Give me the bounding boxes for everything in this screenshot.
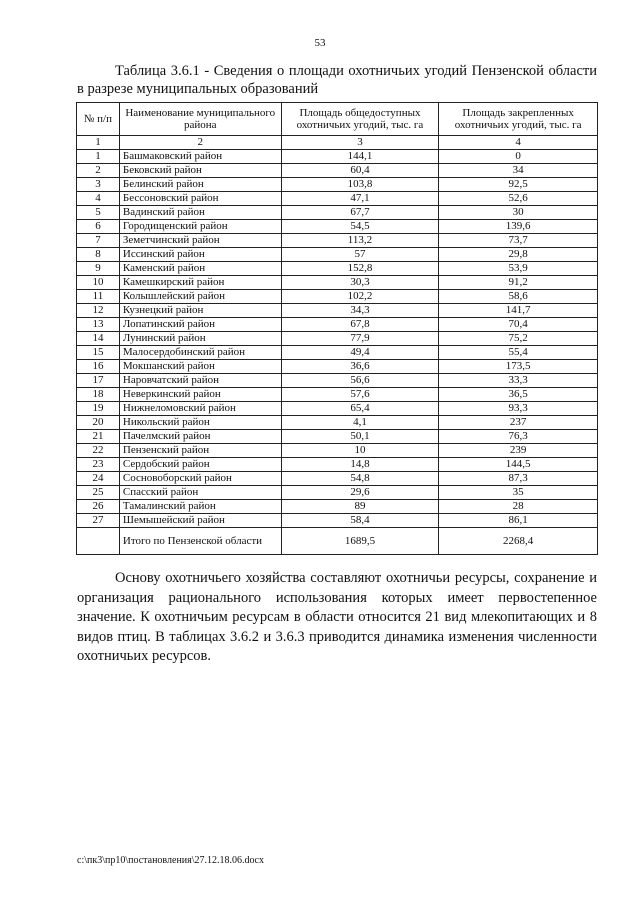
table-cell: Спасский район — [119, 486, 281, 500]
table-cell: Иссинский район — [119, 248, 281, 262]
table-cell: Наровчатский район — [119, 374, 281, 388]
table-cell: Камешкирский район — [119, 276, 281, 290]
table-cell: Сосновоборский район — [119, 472, 281, 486]
table-cell: 77,9 — [281, 332, 439, 346]
table-row — [77, 150, 598, 164]
table-cell: Бековский район — [119, 164, 281, 178]
table-cell: 7 — [77, 234, 120, 248]
table-cell — [77, 528, 120, 555]
table-cell: Шемышейский район — [119, 514, 281, 528]
paragraph-text: Основу охотничьего хозяйства составляют охотничьи ресурсы, сохранение и организация рационального использования которых имеет первостепенное значение. К охотничьим ресурсам в области относится 21 вид млекопитающих и 8 видов птиц. В таблицах 3.6.2 и 3.6.3 приводится динамика изменения численности охотничьих ресурсов. — [77, 570, 597, 664]
table-cell: 53,9 — [439, 262, 598, 276]
table-cell: 67,7 — [281, 206, 439, 220]
table-cell: 2 — [77, 164, 120, 178]
table-row — [77, 192, 598, 206]
table-cell: 58,4 — [281, 514, 439, 528]
table-cell: 239 — [439, 444, 598, 458]
table-row — [77, 472, 598, 486]
table-cell: 57,6 — [281, 388, 439, 402]
table-cell: Вадинский район — [119, 206, 281, 220]
table-cell: Нижнеломовский район — [119, 402, 281, 416]
table-row — [77, 178, 598, 192]
table-cell: 3 — [77, 178, 120, 192]
column-index-row — [77, 136, 598, 150]
table-cell: 36,5 — [439, 388, 598, 402]
table-cell: Башмаковский район — [119, 150, 281, 164]
table-row — [77, 234, 598, 248]
table-cell: Сердобский район — [119, 458, 281, 472]
table-cell: 76,3 — [439, 430, 598, 444]
table-row — [77, 332, 598, 346]
table-row — [77, 304, 598, 318]
table-cell: 152,8 — [281, 262, 439, 276]
table-cell: 58,6 — [439, 290, 598, 304]
table-cell: Никольский район — [119, 416, 281, 430]
table-cell: Бессоновский район — [119, 192, 281, 206]
table-row — [77, 444, 598, 458]
table-cell: 35 — [439, 486, 598, 500]
table-cell: 8 — [77, 248, 120, 262]
table-cell: 87,3 — [439, 472, 598, 486]
table-cell: 33,3 — [439, 374, 598, 388]
table-row — [77, 276, 598, 290]
table-cell: Неверкинский район — [119, 388, 281, 402]
table-cell: 11 — [77, 290, 120, 304]
table-cell: Лунинский район — [119, 332, 281, 346]
table-cell: 86,1 — [439, 514, 598, 528]
caption-text: Таблица 3.6.1 - Сведения о площади охотничьих угодий Пензенской области в разрезе муниципальных образований — [77, 63, 597, 97]
table-row — [77, 374, 598, 388]
table-cell: 73,7 — [439, 234, 598, 248]
table-cell: 15 — [77, 346, 120, 360]
table-cell: 1689,5 — [281, 528, 439, 555]
body-paragraph — [77, 569, 597, 667]
header-assigned-area: Площадь закрепленных охотничьих угодий, тыс. га — [439, 103, 598, 136]
table-row — [77, 318, 598, 332]
table-cell: 139,6 — [439, 220, 598, 234]
table-cell: 23 — [77, 458, 120, 472]
table-cell: 34,3 — [281, 304, 439, 318]
table-cell: Пензенский район — [119, 444, 281, 458]
hunting-grounds-table — [76, 102, 598, 555]
table-cell: 22 — [77, 444, 120, 458]
table-row — [77, 248, 598, 262]
table-cell: 34 — [439, 164, 598, 178]
table-cell: 13 — [77, 318, 120, 332]
table-cell: Белинский район — [119, 178, 281, 192]
table-cell: 14,8 — [281, 458, 439, 472]
table-cell: Итого по Пензенской области — [119, 528, 281, 555]
table-cell: 6 — [77, 220, 120, 234]
table-row — [77, 360, 598, 374]
header-public-area: Площадь общедоступных охотничьих угодий, тыс. га — [281, 103, 439, 136]
table-cell: 17 — [77, 374, 120, 388]
table-cell: 52,6 — [439, 192, 598, 206]
table-cell: 16 — [77, 360, 120, 374]
table-cell: 28 — [439, 500, 598, 514]
table-cell: 29,6 — [281, 486, 439, 500]
table-cell: 67,8 — [281, 318, 439, 332]
table-cell: 0 — [439, 150, 598, 164]
table-cell: 20 — [77, 416, 120, 430]
table-cell: 113,2 — [281, 234, 439, 248]
table-cell: 173,5 — [439, 360, 598, 374]
table-cell: 103,8 — [281, 178, 439, 192]
table-cell: 30 — [439, 206, 598, 220]
table-cell: 144,1 — [281, 150, 439, 164]
table-row — [77, 458, 598, 472]
table-header-row — [77, 103, 598, 136]
table-cell: 89 — [281, 500, 439, 514]
table-cell: 55,4 — [439, 346, 598, 360]
table-row — [77, 388, 598, 402]
table-cell: 57 — [281, 248, 439, 262]
table-cell: 141,7 — [439, 304, 598, 318]
table-cell: 49,4 — [281, 346, 439, 360]
table-cell: 47,1 — [281, 192, 439, 206]
table-cell: 10 — [77, 276, 120, 290]
table-cell: Земетчинский район — [119, 234, 281, 248]
table-cell: 21 — [77, 430, 120, 444]
table-cell: Малосердобинский район — [119, 346, 281, 360]
table-cell: 4,1 — [281, 416, 439, 430]
table-caption — [77, 62, 597, 98]
table-cell: 1 — [77, 136, 120, 150]
table-cell: 29,8 — [439, 248, 598, 262]
table-cell: 70,4 — [439, 318, 598, 332]
table-row — [77, 164, 598, 178]
table-cell: 2 — [119, 136, 281, 150]
table-row — [77, 206, 598, 220]
table-cell: 54,5 — [281, 220, 439, 234]
table-cell: Кузнецкий район — [119, 304, 281, 318]
table-cell: 50,1 — [281, 430, 439, 444]
table-row — [77, 514, 598, 528]
table-cell: 25 — [77, 486, 120, 500]
header-district: Наименование муниципального района — [119, 103, 281, 136]
table-cell: Пачелмский район — [119, 430, 281, 444]
table-cell: 12 — [77, 304, 120, 318]
table-row — [77, 262, 598, 276]
table-cell: 93,3 — [439, 402, 598, 416]
table-cell: Каменский район — [119, 262, 281, 276]
table-cell: 14 — [77, 332, 120, 346]
table-cell: 9 — [77, 262, 120, 276]
table-cell: 91,2 — [439, 276, 598, 290]
table-cell: 237 — [439, 416, 598, 430]
table-cell: 54,8 — [281, 472, 439, 486]
table-cell: 92,5 — [439, 178, 598, 192]
table-cell: 24 — [77, 472, 120, 486]
table-cell: 56,6 — [281, 374, 439, 388]
table-cell: 75,2 — [439, 332, 598, 346]
table-row — [77, 430, 598, 444]
table-total-row — [77, 528, 598, 555]
table-cell: 10 — [281, 444, 439, 458]
table-row — [77, 220, 598, 234]
table-cell: 2268,4 — [439, 528, 598, 555]
table-cell: 18 — [77, 388, 120, 402]
page-number: 53 — [314, 37, 326, 49]
table-cell: 1 — [77, 150, 120, 164]
table-cell: 19 — [77, 402, 120, 416]
table-cell: Колышлейский район — [119, 290, 281, 304]
table-cell: 60,4 — [281, 164, 439, 178]
table-cell: 144,5 — [439, 458, 598, 472]
table-cell: 4 — [439, 136, 598, 150]
footer-file-path: c:\пк3\пр10\постановления\27.12.18.06.docx — [77, 855, 264, 866]
table-cell: Тамалинский район — [119, 500, 281, 514]
table-cell: 3 — [281, 136, 439, 150]
table-cell: 65,4 — [281, 402, 439, 416]
header-number: № п/п — [77, 103, 120, 136]
table-row — [77, 290, 598, 304]
table-cell: 30,3 — [281, 276, 439, 290]
table-cell: 27 — [77, 514, 120, 528]
table-row — [77, 500, 598, 514]
table-row — [77, 346, 598, 360]
table-cell: 5 — [77, 206, 120, 220]
table-row — [77, 416, 598, 430]
table-cell: Лопатинский район — [119, 318, 281, 332]
table-row — [77, 486, 598, 500]
table-cell: 36,6 — [281, 360, 439, 374]
table-cell: 26 — [77, 500, 120, 514]
table-cell: 4 — [77, 192, 120, 206]
table-cell: Мокшанский район — [119, 360, 281, 374]
table-cell: 102,2 — [281, 290, 439, 304]
table-cell: Городищенский район — [119, 220, 281, 234]
table-row — [77, 402, 598, 416]
